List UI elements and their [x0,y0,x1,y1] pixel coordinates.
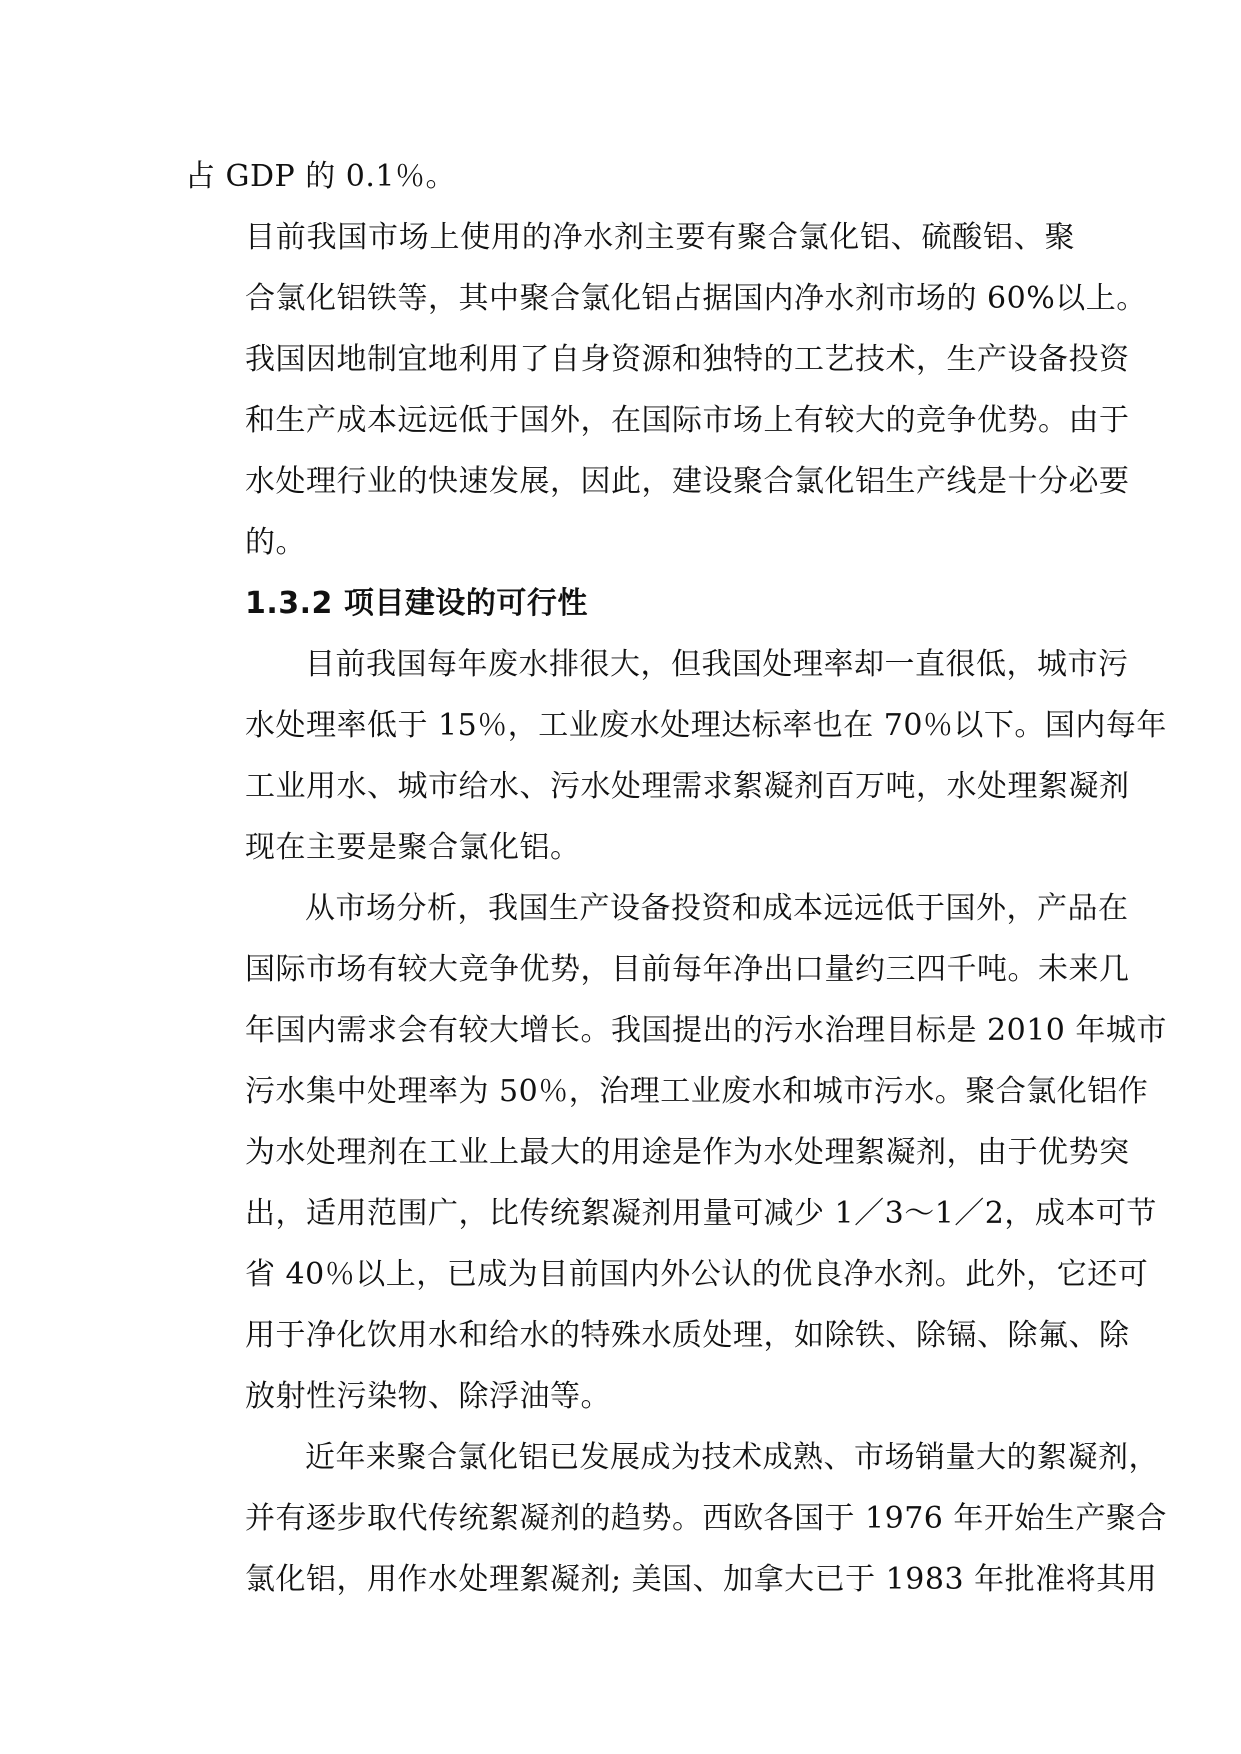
text-line: 用于净化饮用水和给水的特殊水质处理，如除铁、除镉、除氟、除 [245,1318,1130,1353]
text-line: 和生产成本远远低于国外，在国际市场上有较大的竞争优势。由于 [245,403,1130,438]
text-line: 氯化铝，用作水处理絮凝剂; 美国、加拿大已于 1983 年批准将其用 [245,1562,1158,1597]
text-line: 放射性污染物、除浮油等。 [245,1379,611,1414]
text-line: 合氯化铝铁等，其中聚合氯化铝占据国内净水剂市场的 60%以上。 [245,281,1147,316]
text-line: 并有逐步取代传统絮凝剂的趋势。西欧各国于 1976 年开始生产聚合 [245,1501,1167,1536]
text-line: 水处理率低于 15％，工业废水处理达标率也在 70％以下。国内每年 [245,708,1167,743]
paragraph-recent-development [185,1427,1167,1610]
text-line: 污水集中处理率为 50％，治理工业废水和城市污水。聚合氯化铝作 [245,1074,1149,1109]
text-line: 目前我国市场上使用的净水剂主要有聚合氯化铝、硫酸铝、聚 [245,220,1075,255]
text-line: 出，适用范围广，比传统絮凝剂用量可减少 1／3～1／2，成本可节 [245,1196,1157,1231]
text-line: 国际市场有较大竞争优势，目前每年净出口量约三四千吨。未来几 [245,952,1130,987]
text-line: 目前我国每年废水排很大，但我国处理率却一直很低，城市污 [305,647,1129,682]
paragraph-market-analysis [185,878,1167,1427]
text-line: 的。 [245,525,306,560]
text-line: 工业用水、城市给水、污水处理需求絮凝剂百万吨，水处理絮凝剂 [245,769,1130,804]
text-line: 近年来聚合氯化铝已发展成为技术成熟、市场销量大的絮凝剂， [305,1440,1159,1475]
text-line: 我国因地制宜地利用了自身资源和独特的工艺技术，生产设备投资 [245,342,1130,377]
paragraph-gdp-share [185,146,1075,207]
text-line: 水处理行业的快速发展，因此，建设聚合氯化铝生产线是十分必要 [245,464,1130,499]
text-line: 现在主要是聚合氯化铝。 [245,830,581,865]
paragraph-market-overview [185,207,1147,573]
document-body [185,146,1167,1610]
text-line: 从市场分析，我国生产设备投资和成本远远低于国外，产品在 [305,891,1129,926]
section-heading [185,573,1075,634]
section-heading-text: 1.3.2 项目建设的可行性 [245,586,588,621]
text-line: 为水处理剂在工业上最大的用途是作为水处理絮凝剂，由于优势突 [245,1135,1130,1170]
text-line: 年国内需求会有较大增长。我国提出的污水治理目标是 2010 年城市 [245,1013,1167,1048]
text-line: 占 GDP 的 0.1％。 [185,159,457,194]
text-line: 省 40％以上，已成为目前国内外公认的优良净水剂。此外，它还可 [245,1257,1149,1292]
paragraph-wastewater [185,634,1167,878]
